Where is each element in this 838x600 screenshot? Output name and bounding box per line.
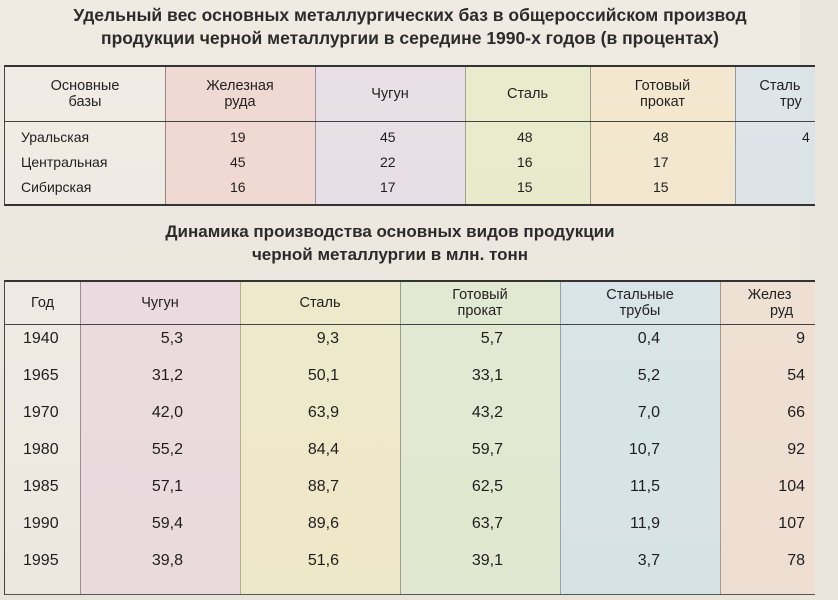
prod-cell-iron: 55,2 xyxy=(151,441,183,458)
prod-cell-steel: 9,3 xyxy=(316,330,339,347)
prod-year: 1940 xyxy=(23,330,59,347)
share-cell: 48 xyxy=(517,129,533,145)
prod-cell-pipes: 11,9 xyxy=(630,515,660,532)
prod-header-steel: Сталь xyxy=(299,295,341,311)
prod-cell-pipes: 11,5 xyxy=(630,478,660,495)
prod-cell-rolled: 39,1 xyxy=(471,552,503,569)
prod-year: 1990 xyxy=(23,515,59,532)
share-table xyxy=(4,65,815,206)
share-header-iron: Чугун xyxy=(371,86,409,102)
prod-header-ore: Желез руд xyxy=(747,287,794,319)
share-cell: 19 xyxy=(230,129,246,145)
prod-cell-iron: 42,0 xyxy=(151,404,183,421)
prod-year: 1965 xyxy=(23,367,59,384)
share-header-bases: Основные базы xyxy=(50,78,120,110)
share-cell: 22 xyxy=(380,154,396,170)
share-cell: 17 xyxy=(380,179,396,195)
prod-cell-iron: 57,1 xyxy=(151,478,183,495)
prod-cell-pipes: 0,4 xyxy=(637,330,660,347)
prod-cell-rolled: 5,7 xyxy=(480,330,503,347)
prod-cell-steel: 50,1 xyxy=(307,367,339,384)
prod-cell-ore: 107 xyxy=(778,515,805,532)
table1-title-line1: Удельный вес основных металлургических баз в общероссийском производ xyxy=(73,5,747,25)
prod-cell-ore: 104 xyxy=(778,478,805,495)
share-header-ore: Железная руда xyxy=(206,78,274,110)
share-cell: 4 xyxy=(802,129,810,145)
prod-header-pipes: Стальные трубы xyxy=(606,287,674,319)
prod-col-ore xyxy=(720,282,815,594)
prod-cell-steel: 88,7 xyxy=(307,478,339,495)
share-cell: 45 xyxy=(230,154,246,170)
prod-year: 1980 xyxy=(23,441,59,458)
share-cell: 15 xyxy=(517,179,533,195)
share-row-label: Сибирская xyxy=(21,179,92,195)
prod-cell-pipes: 5,2 xyxy=(637,367,660,384)
prod-cell-ore: 9 xyxy=(796,330,805,347)
share-cell: 16 xyxy=(230,179,246,195)
table1-title-line2: продукции черной металлургии в середине 1990-х годов (в процентах) xyxy=(101,28,719,48)
prod-year: 1970 xyxy=(23,404,59,421)
share-header-steel: Сталь xyxy=(506,86,549,102)
share-cell: 17 xyxy=(653,154,669,170)
prod-cell-steel: 89,6 xyxy=(307,515,339,532)
prod-cell-iron: 59,4 xyxy=(151,515,183,532)
share-cell: 16 xyxy=(517,154,533,170)
prod-cell-rolled: 63,7 xyxy=(471,515,503,532)
prod-cell-rolled: 62,5 xyxy=(471,478,503,495)
prod-cell-pipes: 10,7 xyxy=(628,441,660,458)
prod-year: 1995 xyxy=(23,552,59,569)
table2-title-line1: Динамика производства основных видов продукции xyxy=(165,222,615,241)
prod-cell-ore: 66 xyxy=(787,404,805,421)
table2-title-line2: черной металлургии в млн. тонн xyxy=(251,245,529,264)
prod-col-pipes xyxy=(560,282,721,594)
share-row-label: Уральская xyxy=(21,129,90,145)
share-cell: 45 xyxy=(380,129,396,145)
prod-header-rolled: Готовый прокат xyxy=(452,287,508,319)
share-header-rolled: Готовый прокат xyxy=(634,78,691,110)
prod-cell-ore: 54 xyxy=(787,367,805,384)
prod-col-rolled xyxy=(400,282,561,594)
prod-col-iron xyxy=(80,282,241,594)
prod-cell-rolled: 59,7 xyxy=(471,441,503,458)
prod-cell-steel: 63,9 xyxy=(307,404,339,421)
prod-cell-ore: 92 xyxy=(787,441,805,458)
table2-title xyxy=(0,220,800,266)
prod-cell-rolled: 43,2 xyxy=(471,404,503,421)
prod-col-year xyxy=(5,282,81,594)
prod-cell-iron: 31,2 xyxy=(151,367,183,384)
prod-year: 1985 xyxy=(23,478,59,495)
share-row-label: Центральная xyxy=(21,154,108,170)
prod-cell-rolled: 33,1 xyxy=(471,367,503,384)
prod-cell-ore: 78 xyxy=(787,552,805,569)
prod-cell-pipes: 7,0 xyxy=(637,404,660,421)
production-table xyxy=(4,280,815,595)
prod-cell-steel: 51,6 xyxy=(307,552,339,569)
share-cell: 48 xyxy=(653,129,669,145)
prod-header-iron: Чугун xyxy=(141,295,179,311)
prod-cell-iron: 5,3 xyxy=(160,330,183,347)
prod-cell-steel: 84,4 xyxy=(307,441,339,458)
prod-header-year: Год xyxy=(30,295,55,311)
share-cell: 15 xyxy=(653,179,669,195)
share-header-pipes: Сталь тру xyxy=(759,78,802,110)
table1-title xyxy=(0,4,820,50)
prod-col-steel xyxy=(240,282,401,594)
prod-cell-iron: 39,8 xyxy=(151,552,183,569)
prod-cell-pipes: 3,7 xyxy=(637,552,660,569)
